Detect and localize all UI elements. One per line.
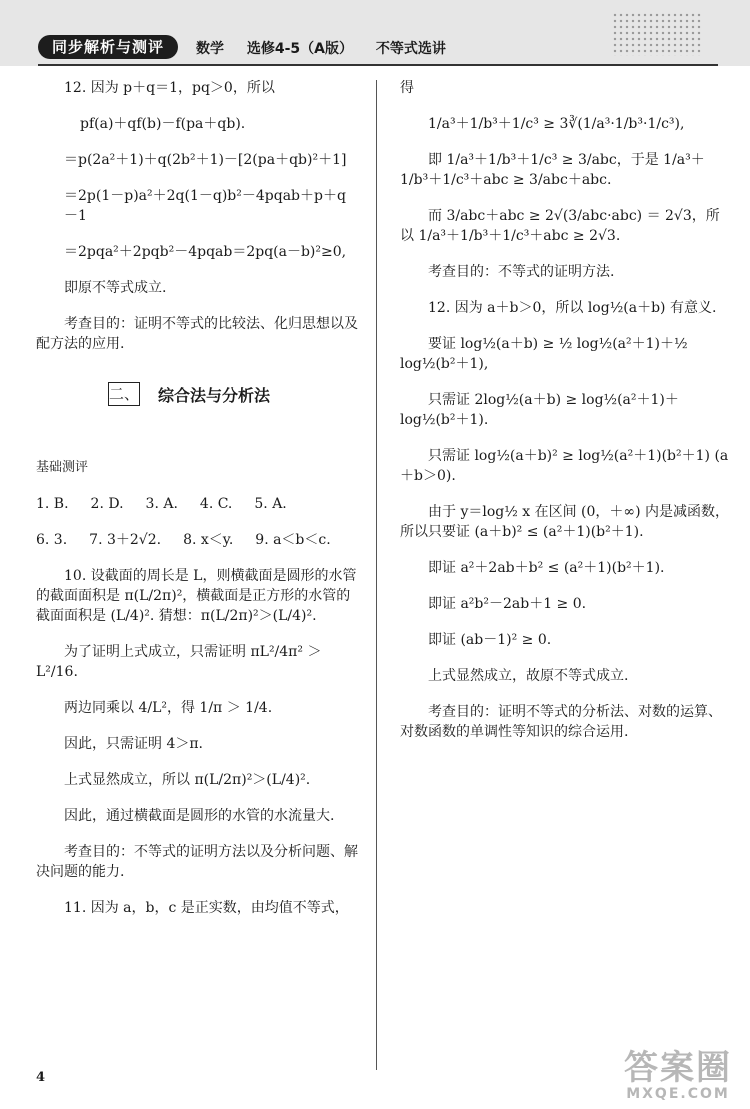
watermark-bottom: MXQE.COM xyxy=(626,1086,730,1102)
topic-label: 不等式选讲 xyxy=(375,41,446,57)
answers-row-1 xyxy=(36,494,358,514)
p12-math-3: ＝2p(1－p)a²＋2q(1－q)b²－4pqab＋p＋q－1 xyxy=(64,188,346,224)
header-rule xyxy=(38,64,718,66)
p12-conclusion: 即原不等式成立. xyxy=(64,280,167,296)
watermark-logo xyxy=(624,1048,732,1102)
answers-row-2 xyxy=(36,530,358,550)
p10-1: 10. 设截面的周长是 L，则横截面是圆形的水管的截面面积是 π(L/2π)²，横截面是正方形的水管的截面面积是 (L/4)². 猜想：π(L/2π)²＞(L/4)². xyxy=(36,568,357,624)
p12-math-2: ＝p(2a²＋1)＋q(2b²＋1)－[2(pa＋qb)²＋1] xyxy=(64,152,347,168)
right-column xyxy=(400,78,732,758)
section-title: 综合法与分析法 xyxy=(158,385,271,405)
answer-1: 1. B. xyxy=(36,496,69,512)
answer-5: 5. A. xyxy=(254,496,287,512)
r-line-3: 即 1/a³＋1/b³＋1/c³ ≥ 3/abc，于是 1/a³＋1/b³＋1/c³＋abc ≥ 3/abc＋abc. xyxy=(400,152,705,188)
column-divider xyxy=(376,80,377,1070)
p12-intro: 12. 因为 p＋q＝1，pq＞0，所以 xyxy=(64,80,275,96)
answer-2: 2. D. xyxy=(90,496,124,512)
answer-7: 7. 3＋2√2. xyxy=(89,532,162,548)
basic-title: 基础测评 xyxy=(36,460,89,475)
r-aim-1: 考查目的：不等式的证明方法. xyxy=(428,264,615,280)
r-p12-step-5: 即证 a²＋2ab＋b² ≤ (a²＋1)(b²＋1). xyxy=(428,560,665,576)
p10-3: 两边同乘以 4/L²，得 1/π ＞ 1/4. xyxy=(64,700,273,716)
subject-label: 数学 xyxy=(196,41,224,57)
r-p12-step-6: 即证 a²b²－2ab＋1 ≥ 0. xyxy=(428,596,587,612)
section-number: 二、 xyxy=(108,382,140,406)
r-p12-step-7: 即证 (ab－1)² ≥ 0. xyxy=(428,632,552,648)
r-p12-step-3: 只需证 log½(a＋b)² ≥ log½(a²＋1)(b²＋1) (a＋b＞0). xyxy=(400,448,729,484)
answer-9: 9. a＜b＜c. xyxy=(255,532,331,548)
r-p12-step-2: 只需证 2log½(a＋b) ≥ log½(a²＋1)＋log½(b²＋1). xyxy=(400,392,679,428)
p10-5: 上式显然成立，所以 π(L/2π)²＞(L/4)². xyxy=(64,772,311,788)
header-decoration xyxy=(612,12,702,56)
answer-3: 3. A. xyxy=(145,496,178,512)
r-line-1: 得 xyxy=(400,80,414,96)
watermark-top: 答案圈 xyxy=(624,1048,732,1088)
r-p12-conclusion: 上式显然成立，故原不等式成立. xyxy=(428,668,629,684)
page-header xyxy=(0,0,750,66)
r-p12-intro: 12. 因为 a＋b＞0，所以 log½(a＋b) 有意义. xyxy=(428,300,717,316)
r-line-2: 1/a³＋1/b³＋1/c³ ≥ 3∛(1/a³·1/b³·1/c³), xyxy=(428,116,685,132)
r-p12-aim: 考查目的：证明不等式的分析法、对数的运算、对数函数的单调性等知识的综合运用. xyxy=(400,704,722,740)
edition-label: 选修4-5（A版） xyxy=(246,41,354,57)
p10-aim: 考查目的：不等式的证明方法以及分析问题、解决问题的能力. xyxy=(36,844,358,880)
p11-intro: 11. 因为 a，b，c 是正实数，由均值不等式， xyxy=(64,900,349,916)
r-line-4: 而 3/abc＋abc ≥ 2√(3/abc·abc) ＝ 2√3，所以 1/a³＋1/b³＋1/c³＋abc ≥ 2√3. xyxy=(400,208,720,244)
r-p12-step-4: 由于 y＝log½ x 在区间 (0，＋∞) 内是减函数，所以只要证 (a＋b)² ≤ (a²＋1)(b²＋1). xyxy=(400,504,729,540)
left-column xyxy=(36,78,358,934)
answer-8: 8. x＜y. xyxy=(183,532,234,548)
p12-aim: 考查目的：证明不等式的比较法、化归思想以及配方法的应用. xyxy=(36,316,358,352)
p10-6: 因此，通过横截面是圆形的水管的水流量大. xyxy=(64,808,335,824)
p12-math-1: pf(a)＋qf(b)－f(pa＋qb). xyxy=(80,116,246,132)
p10-4: 因此，只需证明 4＞π. xyxy=(64,736,204,752)
section-heading xyxy=(108,382,358,406)
series-badge: 同步解析与测评 xyxy=(38,35,178,59)
answer-4: 4. C. xyxy=(199,496,233,512)
r-p12-step-1: 要证 log½(a＋b) ≥ ½ log½(a²＋1)＋½ log½(b²＋1), xyxy=(400,336,688,372)
subject-line xyxy=(196,38,464,58)
page-number: 4 xyxy=(36,1070,46,1085)
answer-6: 6. 3. xyxy=(36,532,68,548)
p10-2: 为了证明上式成立，只需证明 πL²/4π² ＞ L²/16. xyxy=(36,644,322,680)
p12-math-4: ＝2pqa²＋2pqb²－4pqab＝2pq(a－b)²≥0, xyxy=(64,244,347,260)
